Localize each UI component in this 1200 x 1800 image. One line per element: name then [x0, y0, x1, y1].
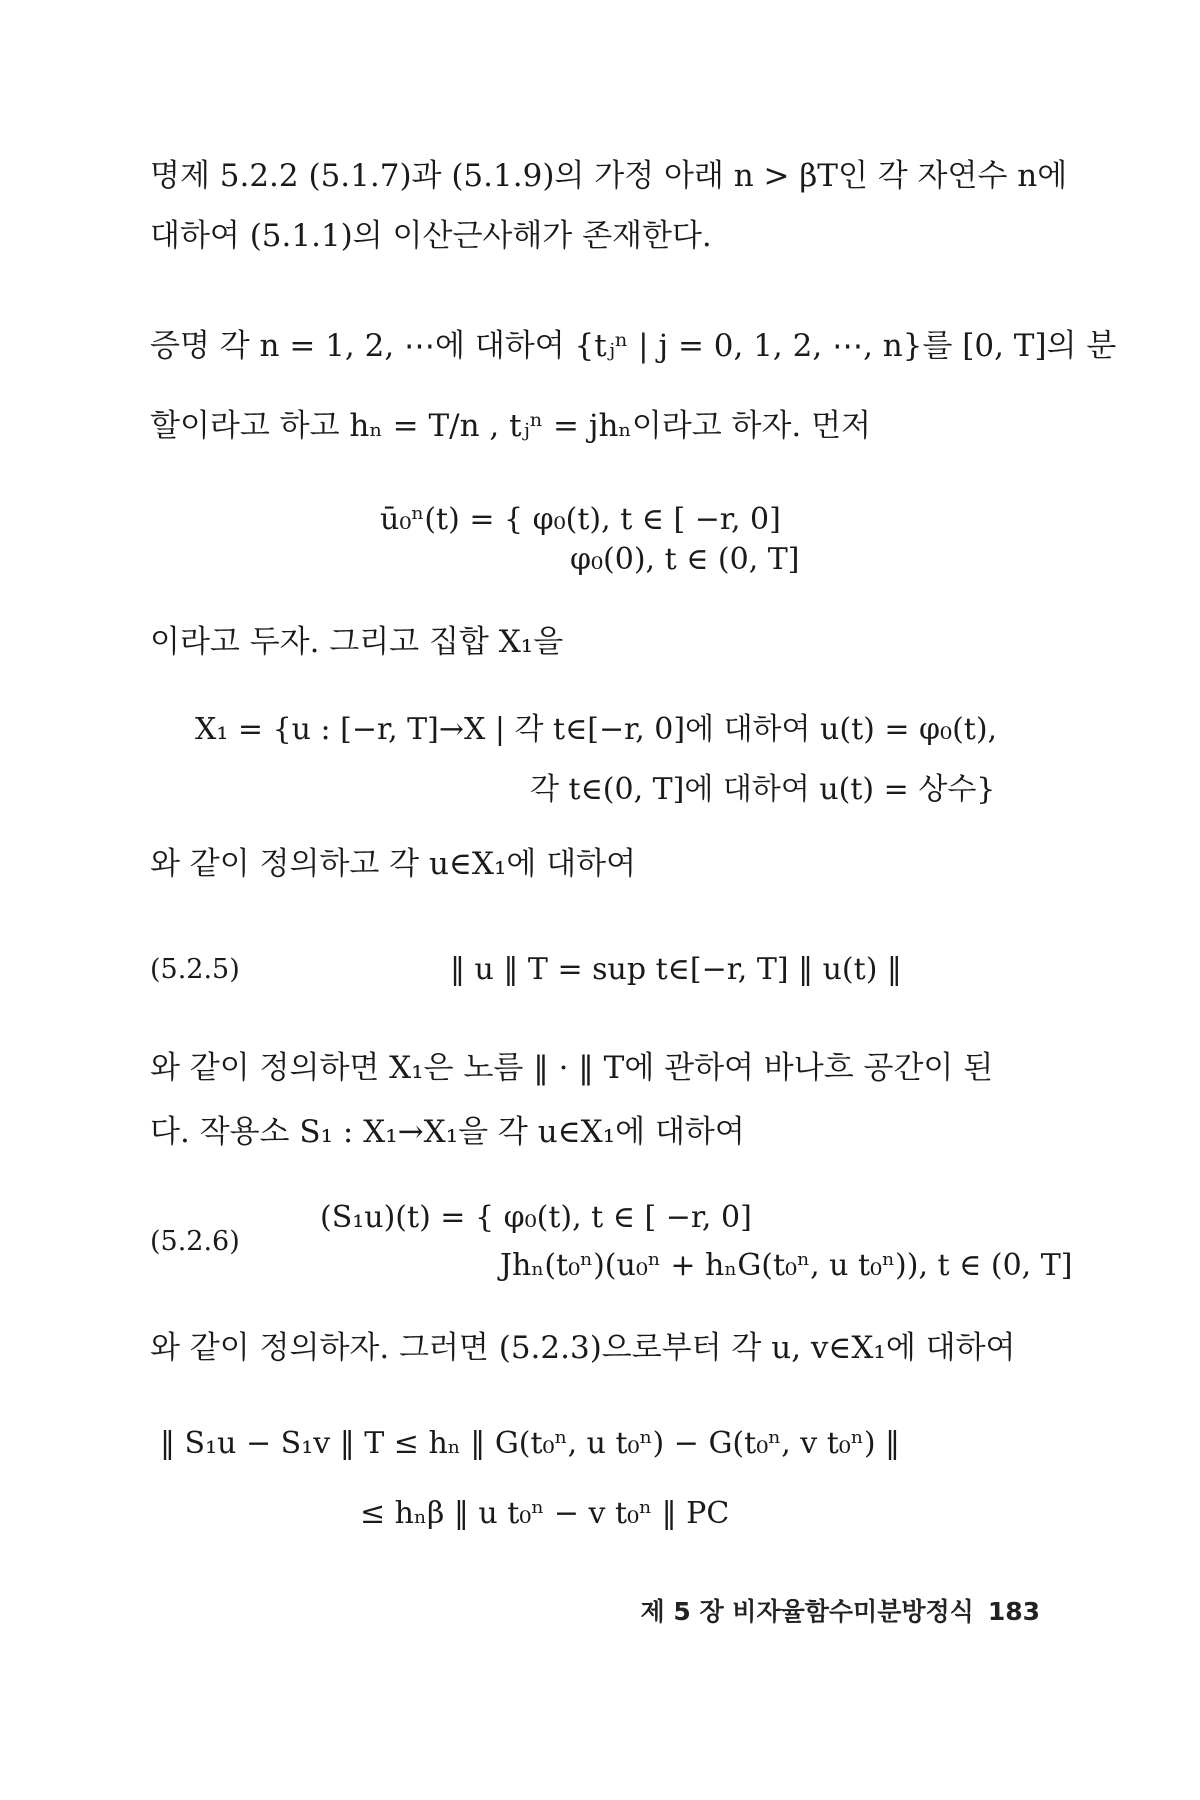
equation-5-2-5: ‖ u ‖ T = sup t∈[−r, T] ‖ u(t) ‖ — [450, 952, 902, 987]
proof-line-2: 할이라고 하고 hₙ = T/n , tⱼⁿ = jhₙ이라고 하자. 먼저 — [150, 408, 872, 444]
equation-5-2-6-case-1: (S₁u)(t) = { φ₀(t), t ∈ [ −r, 0] — [320, 1200, 752, 1235]
page-footer — [0, 1592, 1040, 1628]
equation-u0-case-2: φ₀(0), t ∈ (0, T] — [570, 542, 800, 577]
proof-line-4: 와 같이 정의하고 각 u∈X₁에 대하여 — [150, 846, 637, 882]
proof-line-6: 다. 작용소 S₁ : X₁→X₁을 각 u∈X₁에 대하여 — [150, 1114, 745, 1150]
inequality-line-1: ‖ S₁u − S₁v ‖ T ≤ hₙ ‖ G(t₀ⁿ, u t₀ⁿ) − G(t₀ⁿ, v t₀ⁿ) ‖ — [160, 1426, 901, 1461]
equation-X1-line-1: X₁ = {u : [−r, T]→X | 각 t∈[−r, 0]에 대하여 u(t) = φ₀(t), — [195, 712, 998, 747]
proposition-line-1: 명제 5.2.2 (5.1.7)과 (5.1.9)의 가정 아래 n > βT인 각 자연수 n에 — [150, 158, 1068, 194]
equation-number-5-2-6: (5.2.6) — [150, 1226, 240, 1257]
proof-line-7: 와 같이 정의하자. 그러면 (5.2.3)으로부터 각 u, v∈X₁에 대하여 — [150, 1330, 1016, 1366]
equation-5-2-6-case-2: Jhₙ(t₀ⁿ)(u₀ⁿ + hₙG(t₀ⁿ, u t₀ⁿ)), t ∈ (0, T] — [500, 1248, 1073, 1283]
proposition-line-2: 대하여 (5.1.1)의 이산근사해가 존재한다. — [150, 218, 712, 254]
equation-X1-line-2: 각 t∈(0, T]에 대하여 u(t) = 상수} — [530, 772, 996, 807]
inequality-line-2: ≤ hₙβ ‖ u t₀ⁿ − v t₀ⁿ ‖ PC — [360, 1496, 730, 1531]
proof-line-5: 와 같이 정의하면 X₁은 노름 ‖ · ‖ T에 관하여 바나흐 공간이 된 — [150, 1050, 994, 1086]
equation-u0-case-1: ū₀ⁿ(t) = { φ₀(t), t ∈ [ −r, 0] — [380, 502, 781, 537]
proof-line-3: 이라고 두자. 그리고 집합 X₁을 — [150, 624, 564, 660]
footer-chapter-title: 제 5 장 비자율함수미분방정식 — [640, 1597, 974, 1626]
proof-line-1: 증명 각 n = 1, 2, ⋯에 대하여 {tⱼⁿ | j = 0, 1, 2, ⋯, n}를 [0, T]의 분 — [150, 328, 1117, 364]
equation-number-5-2-5: (5.2.5) — [150, 954, 240, 985]
page-number: 183 — [987, 1597, 1040, 1626]
